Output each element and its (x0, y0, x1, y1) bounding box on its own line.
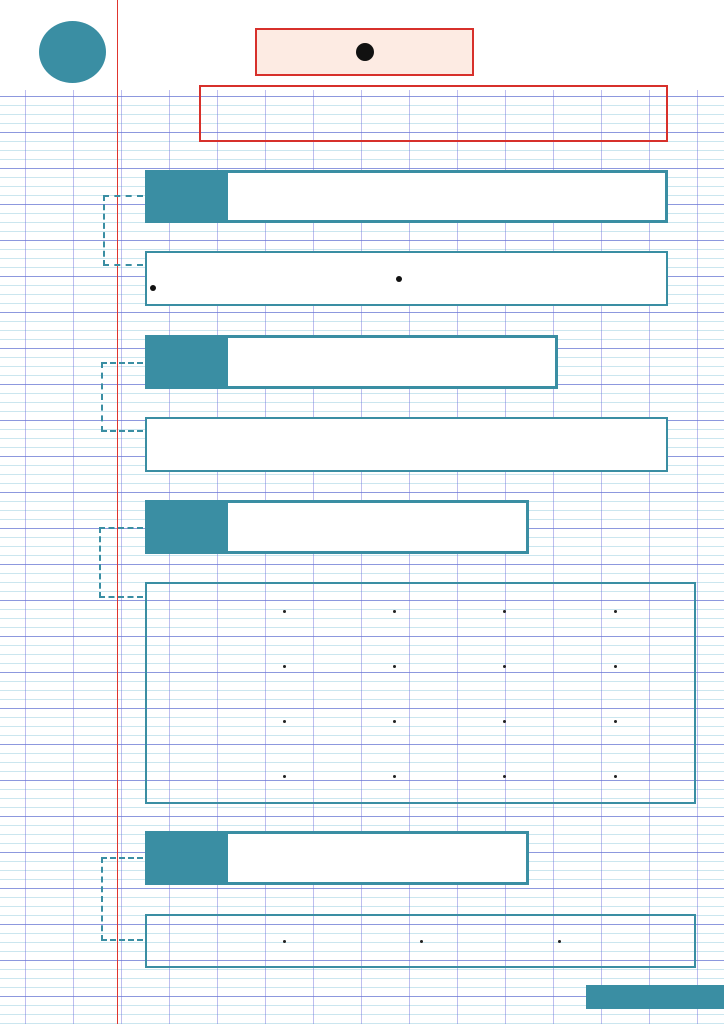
guide-dot (614, 775, 617, 778)
ecriture-instruction-box (145, 500, 529, 554)
wavy-shape-to-color (147, 419, 666, 470)
guide-dot (503, 720, 506, 723)
ud-number-badge (356, 43, 374, 61)
guide-dot (283, 720, 286, 723)
guide-dot (503, 775, 506, 778)
ecriture-writing-area[interactable] (145, 582, 696, 804)
guide-dot (283, 775, 286, 778)
graphisme-instruction (228, 173, 242, 220)
guide-dot (503, 610, 506, 613)
guide-dot (614, 610, 617, 613)
coloriage-instruction-box (145, 335, 558, 389)
ecriture-bracket (99, 527, 143, 598)
guide-dot (283, 665, 286, 668)
graphisme-exercise-panel[interactable] (145, 251, 668, 306)
coloriage-bracket (101, 362, 143, 432)
guide-dot (614, 665, 617, 668)
guide-dot (393, 775, 396, 778)
ecriture-label (148, 503, 228, 551)
guide-dot (393, 665, 396, 668)
page-footer (586, 985, 724, 1009)
graphisme-instruction-box (145, 170, 668, 223)
date-field[interactable] (199, 85, 668, 142)
wavy-line-model (147, 253, 666, 304)
guide-dot (393, 610, 396, 613)
logo-badge (39, 21, 106, 83)
coloriage-label (148, 338, 228, 386)
graphisme-bracket (103, 195, 143, 266)
guide-dot (420, 940, 423, 943)
guide-dot (393, 720, 396, 723)
coloriage-exercise-panel[interactable] (145, 417, 668, 472)
ecriture-instruction (228, 503, 242, 551)
copie-bracket (101, 857, 143, 941)
coloriage-instruction (228, 338, 242, 386)
copie-instruction (228, 834, 242, 882)
title-box (255, 28, 474, 76)
graphisme-label (148, 173, 228, 220)
copie-instruction-box (145, 831, 529, 885)
copie-label (148, 834, 228, 882)
guide-dot (614, 720, 617, 723)
guide-dot (283, 940, 286, 943)
guide-dot (283, 610, 286, 613)
guide-dot (503, 665, 506, 668)
copie-writing-area[interactable] (145, 914, 696, 968)
guide-dot (558, 940, 561, 943)
